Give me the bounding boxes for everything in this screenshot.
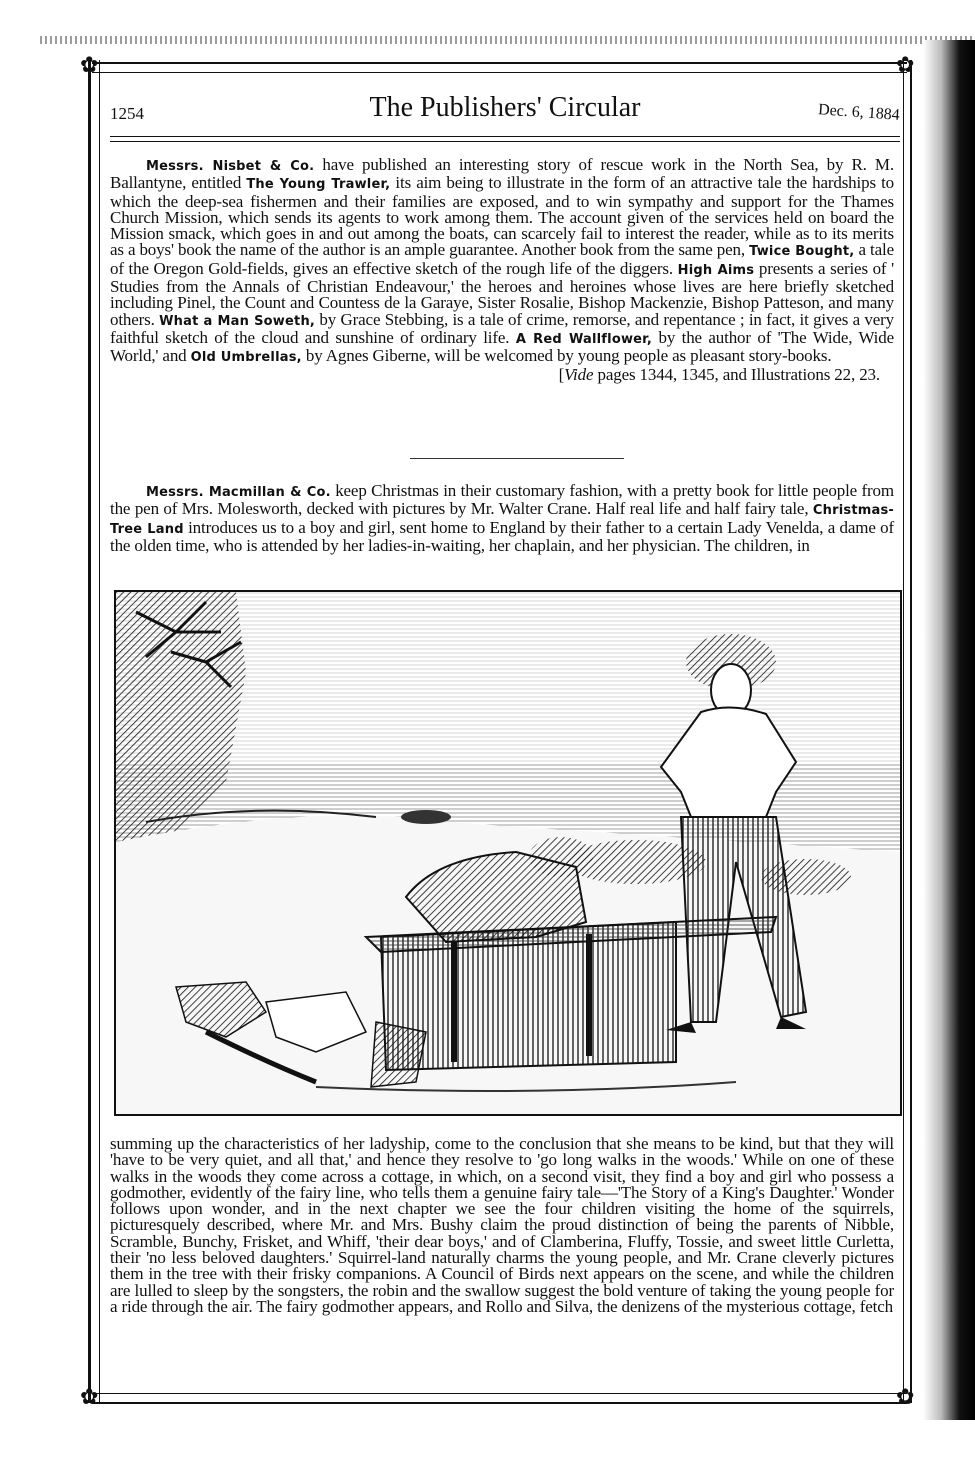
book-title: Twice Bought,	[749, 244, 855, 260]
section-divider	[410, 458, 624, 459]
issue-date: Dec. 6, 1884	[817, 101, 901, 124]
engraving-beach-scene	[114, 590, 902, 1116]
book-title: A Red Wallflower,	[515, 331, 653, 347]
corner-ornament-icon: ✿	[80, 52, 99, 77]
engraving-drawing	[116, 592, 900, 1114]
book-title: Christmas-Tree Land	[110, 503, 894, 537]
article-macmillan: Messrs. Macmillan & Co. keep Christmas in their customary fashion, with a pretty book for little people from the pen of Mrs. Molesworth, decked with pictures by Mr. Walter Crane. Half real life and half fairy tale, Christmas-Tree Land introduces us to a boy and girl, sent home to England by their father to a certain Lady Venelda, a dame of the olden time, who is attended by her ladies-in-waiting, her chaplain, and her physician. The children, in	[110, 481, 894, 555]
publisher-name: Messrs. Macmillan & Co.	[146, 485, 331, 500]
book-title: Old Umbrellas,	[190, 350, 302, 366]
corner-ornament-icon: ✿	[896, 52, 915, 77]
corner-ornament-icon: ✿	[80, 1384, 99, 1409]
border-top	[92, 62, 907, 73]
border-right	[903, 60, 912, 1403]
illustration-reference: [Vide pages 1344, 1345, and Illustrations 22, 23.	[558, 364, 880, 384]
page-number: 1254	[110, 104, 144, 123]
publisher-name: Messrs. Nisbet & Co.	[146, 159, 315, 174]
border-bottom	[92, 1393, 907, 1404]
book-title: High Aims	[677, 262, 755, 278]
border-left	[88, 60, 100, 1403]
corner-ornament-icon: ✿	[896, 1384, 915, 1409]
running-header	[110, 92, 900, 132]
journal-title: The Publishers' Circular	[369, 92, 641, 123]
book-title: The Young Trawler,	[246, 177, 391, 193]
article-macmillan-continued: summing up the characteristics of her ladyship, come to the conclusion that she means to be kind, but that they will 'have to be very quiet, and all that,' and hence they resolve to 'go long walks in the woods.' While on one of these walks in the woods they come across a cottage, in which, on a second visit, they find a boy and girl who possess a godmother, evidently of the fairy line, who tells them a genuine fairy tale—'The Story of a King's Daughter.' Wonder follows upon wonder, and in the next chapter we see the four children visiting the home of the squirrels, picturesquely described, where Mr. and Mrs. Bushy claim the proud distinction of being the parents of Nibble, Scramble, Bunchy, Frisket, and Whiff, 'their dear boys,' and of Clamberina, Fluffy, Tossie, and sweet little Curletta, their 'no less beloved daughters.' Squirrel-land naturally charms the young people, and Mr. Crane cleverly pictures them in the tree with their frisky companions. A Council of Birds next appears on the scene, and while the children are lulled to sleep by the songsters, the robin and the swallow suggest the bold venture of taking the young people for a ride through the air. The fairy godmother appears, and Rollo and Silva, the denizens of the mysterious cottage, fetch	[110, 1134, 894, 1316]
article-nisbet: Messrs. Nisbet & Co. have published an interesting story of rescue work in the North Sea, by R. M. Ballantyne, entitled The Young Trawler, its aim being to illustrate in the form of an attractive tale the hardships to which the deep-sea fishermen and their families are exposed, and to win sympathy and support for the Thames Church Mission, which sends its agents to work among them. The account given of the services held on board the Mission smack, which goes in and out among the boats, can scarcely fail to interest the reader, while as to its merits as a boys' book the name of the author is an ample guarantee. Another book from the same pen, Twice Bought, a tale of the Oregon Gold-fields, gives an effective sketch of the rough life of the diggers. High Aims presents a series of ' Studies from the Annals of Christian Endeavour,' the heroes and heroines whose lives are here briefly sketched including Pinel, the Count and Countess de la Garaye, Sister Rosalie, Bishop Mackenzie, Bishop Patteson, and many others. What a Man Soweth, by Grace Stebbing, is a tale of crime, remorse, and repentance ; in fact, it gives a very faithful sketch of the cloud and sunshine of ordinary life. A Red Wallflower, by the author of 'The Wide, Wide World,' and Old Umbrellas, by Agnes Giberne, will be welcomed by young people as pleasant story-books. [Vide pages 1344, 1345, and Illustrations 22, 23.	[110, 155, 895, 384]
page-top-edge	[40, 36, 975, 44]
binding-shadow	[923, 40, 975, 1420]
book-title: What a Man Soweth,	[159, 313, 316, 329]
header-rule	[110, 136, 900, 142]
